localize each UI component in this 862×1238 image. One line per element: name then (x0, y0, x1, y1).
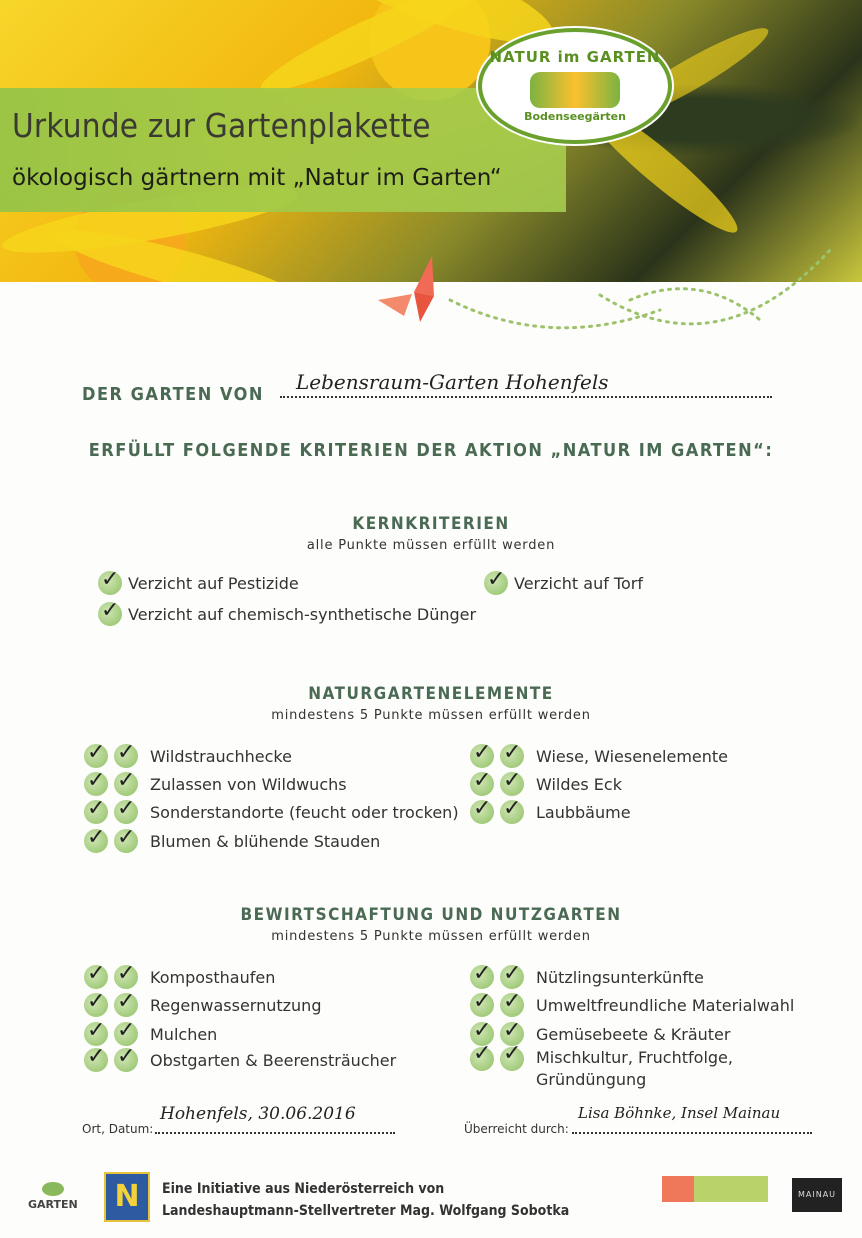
initiative-line-1: Eine Initiative aus Niederösterreich von (162, 1181, 445, 1197)
place-date-line (155, 1132, 395, 1134)
check-icon (84, 829, 108, 853)
bewirt-item: ✓ ✓ Obstgarten & Beerensträucher (84, 1047, 396, 1073)
place-date-value: Hohenfels, 30.06.2016 (160, 1104, 356, 1124)
logo-top-text: NATUR im GARTEN (489, 48, 661, 66)
garten-logo: GARTEN (28, 1182, 82, 1214)
kern-item: ✓ Verzicht auf Torf (484, 570, 643, 596)
owner-line (280, 396, 772, 398)
owner-label: DER GARTEN VON (82, 384, 264, 405)
certificate-subtitle: ökologisch gärtnern mit „Natur im Garten“ (12, 165, 502, 191)
initiative-line-2: Landeshauptmann-Stellvertreter Mag. Wolfgang Sobotka (162, 1203, 570, 1219)
initiative-text (162, 1178, 569, 1222)
check-icon (500, 800, 524, 824)
natur-item: ✓ ✓ Sonderstandorte (feucht oder trocken) (84, 799, 459, 825)
check-icon (500, 1047, 524, 1071)
bewirt-item: ✓ ✓ Mischkultur, Fruchtfolge, Gründüngung (470, 1047, 780, 1091)
check-icon (84, 1022, 108, 1046)
natur-item: ✓ ✓ Laubbäume (470, 799, 631, 825)
niederoesterreich-logo: N (104, 1172, 150, 1222)
check-icon (114, 993, 138, 1017)
check-icon (114, 772, 138, 796)
check-icon (98, 602, 122, 626)
natur-item: ✓ ✓ Wildstrauchhecke (84, 743, 292, 769)
natur-item: ✓ ✓ Wildes Eck (470, 771, 622, 797)
natur-item: ✓ ✓ Wiese, Wiesenelemente (470, 743, 728, 769)
natur-item: ✓ ✓ Blumen & blühende Stauden (84, 828, 380, 854)
check-icon (114, 1022, 138, 1046)
kern-item: ✓ Verzicht auf Pestizide (98, 570, 299, 596)
decorative-dotted-curves (430, 240, 850, 350)
check-icon (84, 993, 108, 1017)
bewirt-item: ✓ ✓ Regenwassernutzung (84, 992, 321, 1018)
kern-heading: KERNKRITERIEN (352, 514, 510, 534)
check-icon (84, 772, 108, 796)
check-icon (500, 965, 524, 989)
certificate-title: Urkunde zur Gartenplakette (12, 106, 431, 145)
natur-heading: NATURGARTENELEMENTE (308, 684, 554, 704)
check-icon (470, 993, 494, 1017)
presented-by-label: Überreicht durch: (464, 1122, 569, 1136)
bewirt-heading: BEWIRTSCHAFTUNG UND NUTZGARTEN (240, 905, 622, 925)
bewirt-item: ✓ ✓ Gemüsebeete & Kräuter (470, 1021, 730, 1047)
check-icon (114, 744, 138, 768)
check-icon (114, 829, 138, 853)
bewirt-subheading: mindestens 5 Punkte müssen erfüllt werden (271, 929, 591, 944)
natur-subheading: mindestens 5 Punkte müssen erfüllt werden (271, 708, 591, 723)
logo-bottom-text: Bodenseegärten (524, 110, 626, 123)
kern-subheading: alle Punkte müssen erfüllt werden (306, 538, 556, 553)
butterfly-icon (376, 256, 452, 322)
check-icon (84, 1048, 108, 1072)
bewirt-item: ✓ ✓ Mulchen (84, 1021, 217, 1047)
bewirt-item: ✓ ✓ Nützlingsunterkünfte (470, 964, 704, 990)
check-icon (98, 571, 122, 595)
kern-item: ✓ Verzicht auf chemisch-synthetische Dünger (98, 601, 476, 627)
presented-by-value: Lisa Böhnke, Insel Mainau (578, 1104, 781, 1122)
check-icon (500, 744, 524, 768)
presented-by-line (572, 1132, 812, 1134)
natur-item: ✓ ✓ Zulassen von Wildwuchs (84, 771, 347, 797)
check-icon (470, 744, 494, 768)
mainau-logo: MAINAU (792, 1178, 842, 1212)
bewirt-item: ✓ ✓ Umweltfreundliche Materialwahl (470, 992, 794, 1018)
partner-logo (662, 1176, 768, 1202)
place-date-label: Ort, Datum: (82, 1122, 154, 1136)
logo-flowers-icon (530, 72, 620, 108)
check-icon (84, 800, 108, 824)
check-icon (500, 993, 524, 1017)
bewirt-item: ✓ ✓ Komposthaufen (84, 964, 275, 990)
check-icon (470, 772, 494, 796)
criteria-intro: ERFÜLLT FOLGENDE KRITERIEN DER AKTION „NATUR IM GARTEN“: (88, 440, 774, 461)
check-icon (470, 965, 494, 989)
check-icon (470, 1047, 494, 1071)
check-icon (470, 800, 494, 824)
check-icon (114, 965, 138, 989)
check-icon (500, 772, 524, 796)
natur-im-garten-logo (478, 28, 672, 144)
check-icon (114, 1048, 138, 1072)
check-icon (84, 965, 108, 989)
owner-value: Lebensraum-Garten Hohenfels (296, 370, 609, 394)
check-icon (484, 571, 508, 595)
check-icon (114, 800, 138, 824)
check-icon (84, 744, 108, 768)
